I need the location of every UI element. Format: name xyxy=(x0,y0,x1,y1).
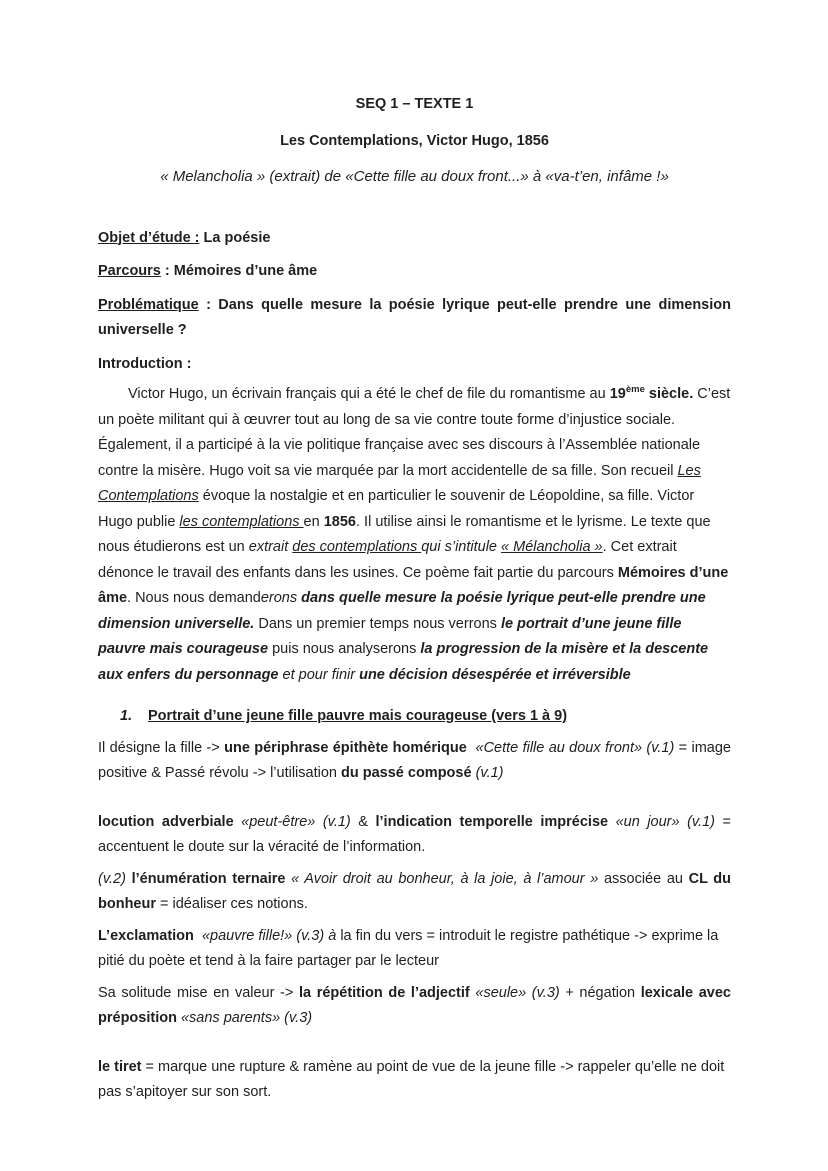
text-run: Sa solitude mise en valeur -> xyxy=(98,984,299,1001)
text-run xyxy=(194,928,202,944)
text-run: 1856 xyxy=(323,513,356,530)
objet-etude-label: Objet d’étude : xyxy=(98,229,200,246)
text-run: Dans un premier temps nous verrons xyxy=(254,615,501,632)
objet-etude-value: La poésie xyxy=(199,229,271,246)
text-run: «seule» (v.3) xyxy=(475,984,560,1001)
problematique-label: Problématique xyxy=(98,296,199,313)
introduction-label: Introduction : xyxy=(98,355,192,372)
text-run: locution adverbiale xyxy=(98,813,242,830)
text-run: « Avoir droit au bonheur, à la joie, à l’amour » xyxy=(291,870,599,887)
work-title: Les Contemplations, Victor Hugo, 1856 xyxy=(280,132,549,149)
text-run: Mémoires d’une âme xyxy=(98,564,729,606)
text-run: Il désigne la fille -> xyxy=(98,739,225,756)
text-run: «pauvre fille!» (v.3) à xyxy=(201,927,337,944)
parcours-value: : Mémoires d’une âme xyxy=(160,263,318,279)
analysis-paragraph-1 xyxy=(98,736,731,787)
text-run: erons xyxy=(260,590,302,606)
text-run: « Mélancholia » xyxy=(501,539,603,555)
objet-etude-line xyxy=(98,226,731,252)
text-run: extrait xyxy=(248,539,293,555)
text-run: et pour finir xyxy=(278,666,360,683)
text-run: siècle. xyxy=(644,386,694,402)
analysis-paragraph-4 xyxy=(98,924,731,975)
problematique-line xyxy=(98,293,731,344)
text-run: . Nous nous demand xyxy=(127,590,261,606)
text-run: «Cette fille au doux front» (v.1) xyxy=(475,739,675,756)
text-run: (v.2) xyxy=(98,870,132,887)
text-run: C’est un poète militant qui à œuvrer tout au long de sa vie contre toute forme d’injustice sociale. Également, il a participé à la vie politique française avec ses discours à l’Assemblée nationale contre la misère. Hugo voit sa vie marquée par la mort accidentelle de sa fille. Son recueil xyxy=(98,386,731,479)
text-run: la répétition de l’adjectif xyxy=(298,984,476,1001)
problematique-value: : Dans quelle mesure la poésie lyrique peut-elle prendre une dimension universelle ? xyxy=(98,296,731,338)
introduction-paragraph xyxy=(98,382,731,688)
text-run: en xyxy=(303,513,324,530)
analysis-paragraph-5 xyxy=(98,981,731,1032)
analysis-paragraph-3 xyxy=(98,867,731,918)
text-run: . Il utilise ainsi le romantisme et le lyrisme. Le texte que nous étudierons est un xyxy=(98,513,711,555)
text-run: & xyxy=(350,813,376,830)
text-run: . Cet extrait dénonce le travail des enfants dans les usines. Ce poème fait partie du parcours xyxy=(98,539,677,581)
text-run: la fin du vers = introduit le registre pathétique -> exprime la pitié du poète et tend à la faire partager par le lecteur xyxy=(98,927,719,969)
parcours-label: Parcours xyxy=(98,263,161,279)
text-run: dans quelle mesure la poésie lyrique peut-elle prendre une dimension universelle. xyxy=(98,590,706,632)
text-run: l’énumération ternaire xyxy=(131,870,292,887)
text-run: puis nous analyserons xyxy=(268,641,421,657)
text-run xyxy=(467,740,476,756)
text-run: «sans parents» (v.3) xyxy=(180,1010,313,1026)
text-run: (v.1) xyxy=(475,765,504,781)
text-run: les contemplations xyxy=(179,513,304,530)
text-run: l’indication temporelle imprécise xyxy=(375,813,616,830)
text-run: le portrait d’une jeune fille pauvre mais courageuse xyxy=(98,615,682,657)
analysis-paragraph-2 xyxy=(98,810,731,861)
text-run: «un jour» (v.1) xyxy=(615,813,716,830)
section-1-heading xyxy=(98,704,731,730)
text-run: Les Contemplations xyxy=(98,462,701,504)
text-run: = image positive & Passé révolu -> l’utilisation xyxy=(98,739,731,781)
text-run: une décision désespérée et irréversible xyxy=(359,666,631,683)
text-run: du passé composé xyxy=(341,765,476,781)
text-run: une périphrase épithète homérique xyxy=(224,739,467,756)
document-header xyxy=(98,92,731,190)
section-1-number: 1. xyxy=(120,708,133,724)
text-run: la progression de la misère et la descente aux enfers du personnage xyxy=(98,641,709,683)
text-run: qui s’intitule xyxy=(421,539,502,555)
text-run: CL du bonheur xyxy=(98,870,732,912)
text-run: = accentuent le doute sur la véracité de l’information. xyxy=(98,813,732,855)
section-1-title: Portrait d’une jeune fille pauvre mais courageuse (vers 1 à 9) xyxy=(148,708,568,724)
text-run: associée au xyxy=(598,870,689,887)
text-run: Victor Hugo, un écrivain français qui a été le chef de file du romantisme au xyxy=(128,386,610,402)
text-run: évoque la nostalgie et en particulier le souvenir de Léopoldine, sa fille. Victor Hugo publie xyxy=(98,488,695,530)
analysis-paragraph-6 xyxy=(98,1055,731,1106)
text-run: L’exclamation xyxy=(98,927,194,944)
text-run: ème xyxy=(625,384,645,396)
text-run: = idéaliser ces notions. xyxy=(156,896,308,912)
text-run: «peut-être» (v.1) xyxy=(241,813,351,830)
text-run: 19 xyxy=(609,386,626,402)
text-run: le tiret xyxy=(98,1058,142,1075)
text-run: lexicale avec préposition xyxy=(98,984,731,1026)
text-run: = marque une rupture & ramène au point de vue de la jeune fille -> rappeler qu’elle ne doit pas s’apitoyer sur son sort. xyxy=(98,1058,725,1100)
seq-title: SEQ 1 – TEXTE 1 xyxy=(355,96,474,112)
text-run: des contemplations xyxy=(292,539,422,555)
extract-subtitle: « Melancholia » (extrait) de «Cette fille au doux front...» à «va-t’en, infâme !» xyxy=(160,168,669,185)
text-run: + négation xyxy=(559,984,641,1001)
parcours-line xyxy=(98,259,731,285)
